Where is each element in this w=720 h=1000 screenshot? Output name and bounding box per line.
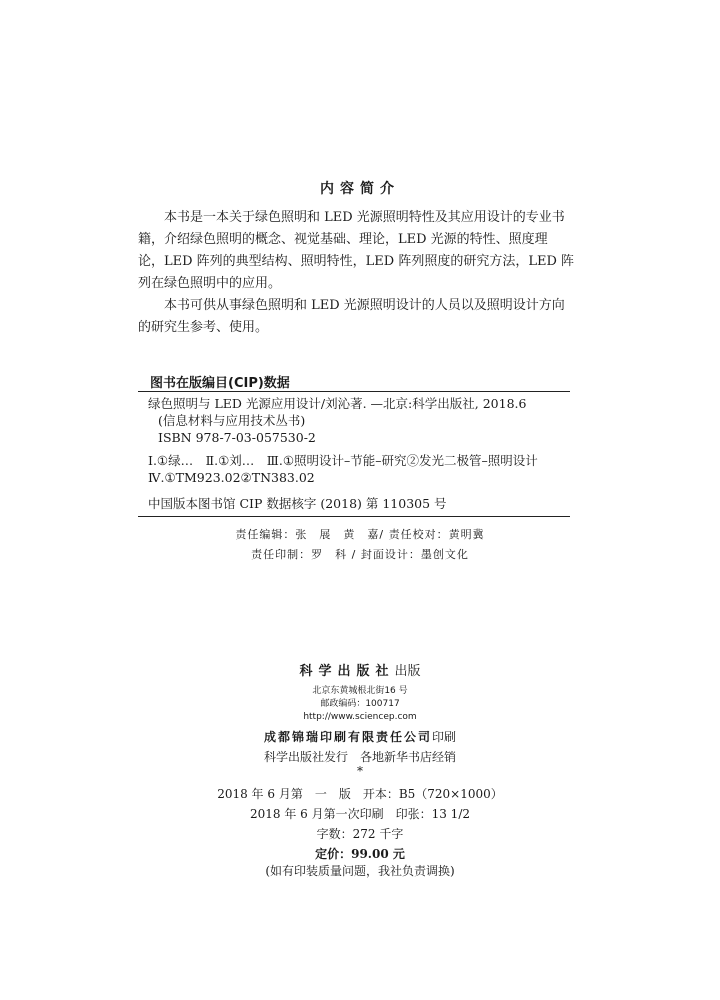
cip-number: 中国版本图书馆 CIP 数据核字 (2018) 第 110305 号: [148, 496, 447, 511]
cip-line: Ⅳ.①TM923.02②TN383.02: [148, 470, 315, 485]
page-title: 内容简介: [320, 181, 400, 197]
intro-line: 籍，介绍绿色照明的概念、视觉基础、理论，LED 光源的特性、照度理: [138, 232, 548, 247]
printer-suffix: 印刷: [432, 730, 457, 744]
intro-paragraph-1: [138, 207, 582, 229]
publisher-url: http://www.sciencep.com: [303, 712, 417, 722]
intro-paragraph-2-cont: [138, 317, 582, 339]
intro-line: 的研究生参考、使用。: [138, 320, 269, 335]
edition-info: 2018 年 6 月第 一 版 开本：B5（720×1000）: [217, 787, 503, 801]
introduction: [138, 207, 582, 339]
publisher-name-text: 科学出版社: [299, 664, 395, 679]
cip-heading: 图书在版编目(CIP)数据: [150, 376, 290, 391]
cip-line: (信息材料与应用技术丛书): [158, 413, 306, 428]
intro-line: 列在绿色照明中的应用。: [138, 276, 282, 291]
publisher-name: [0, 660, 720, 679]
intro-paragraph-1-cont: [138, 229, 582, 295]
intro-line: 本书是一本关于绿色照明和 LED 光源照明特性及其应用设计的专业书: [164, 210, 565, 225]
cip-line: Ⅰ.①绿… Ⅱ.①刘… Ⅲ.①照明设计–节能–研究②发光二极管–照明设计: [148, 453, 538, 468]
publisher-postcode: 邮政编码：100717: [320, 699, 400, 709]
printer-name: [0, 728, 720, 745]
separator-star: *: [357, 764, 363, 778]
intro-paragraph-2: [138, 295, 582, 317]
cip-classification: [148, 452, 578, 486]
intro-line: 论，LED 阵列的典型结构、照明特性，LED 阵列照度的研究方法，LED 阵: [138, 254, 575, 269]
cip-block: [148, 395, 578, 446]
cip-line: ISBN 978-7-03-057530-2: [158, 430, 316, 445]
word-count: 字数：272 千字: [316, 827, 404, 841]
publisher-suffix: 出版: [394, 664, 421, 679]
distribution: 科学出版社发行 各地新华书店经销: [263, 750, 456, 764]
cip-line: 绿色照明与 LED 光源应用设计/刘沁著. —北京:科学出版社, 2018.6: [148, 396, 527, 411]
price: 定价：99.00 元: [315, 847, 405, 861]
intro-line: 本书可供从事绿色照明和 LED 光源照明设计的人员以及照明设计方向: [164, 298, 565, 313]
cip-bottom-rule: [138, 516, 570, 517]
publisher-address: 北京东黄城根北街16 号: [312, 686, 408, 696]
printing-info: 2018 年 6 月第一次印刷 印张：13 1/2: [249, 807, 470, 821]
quality-note: (如有印装质量问题，我社负责调换): [265, 864, 455, 878]
printer-name-text: 成都锦瑞印刷有限责任公司: [263, 730, 432, 744]
staff-line: 责任编辑：张 展 黄 嘉/ 责任校对：黄明冀: [235, 528, 485, 541]
cip-top-rule: [138, 391, 570, 392]
staff-line: 责任印制：罗 科 / 封面设计：墨创文化: [251, 548, 469, 561]
